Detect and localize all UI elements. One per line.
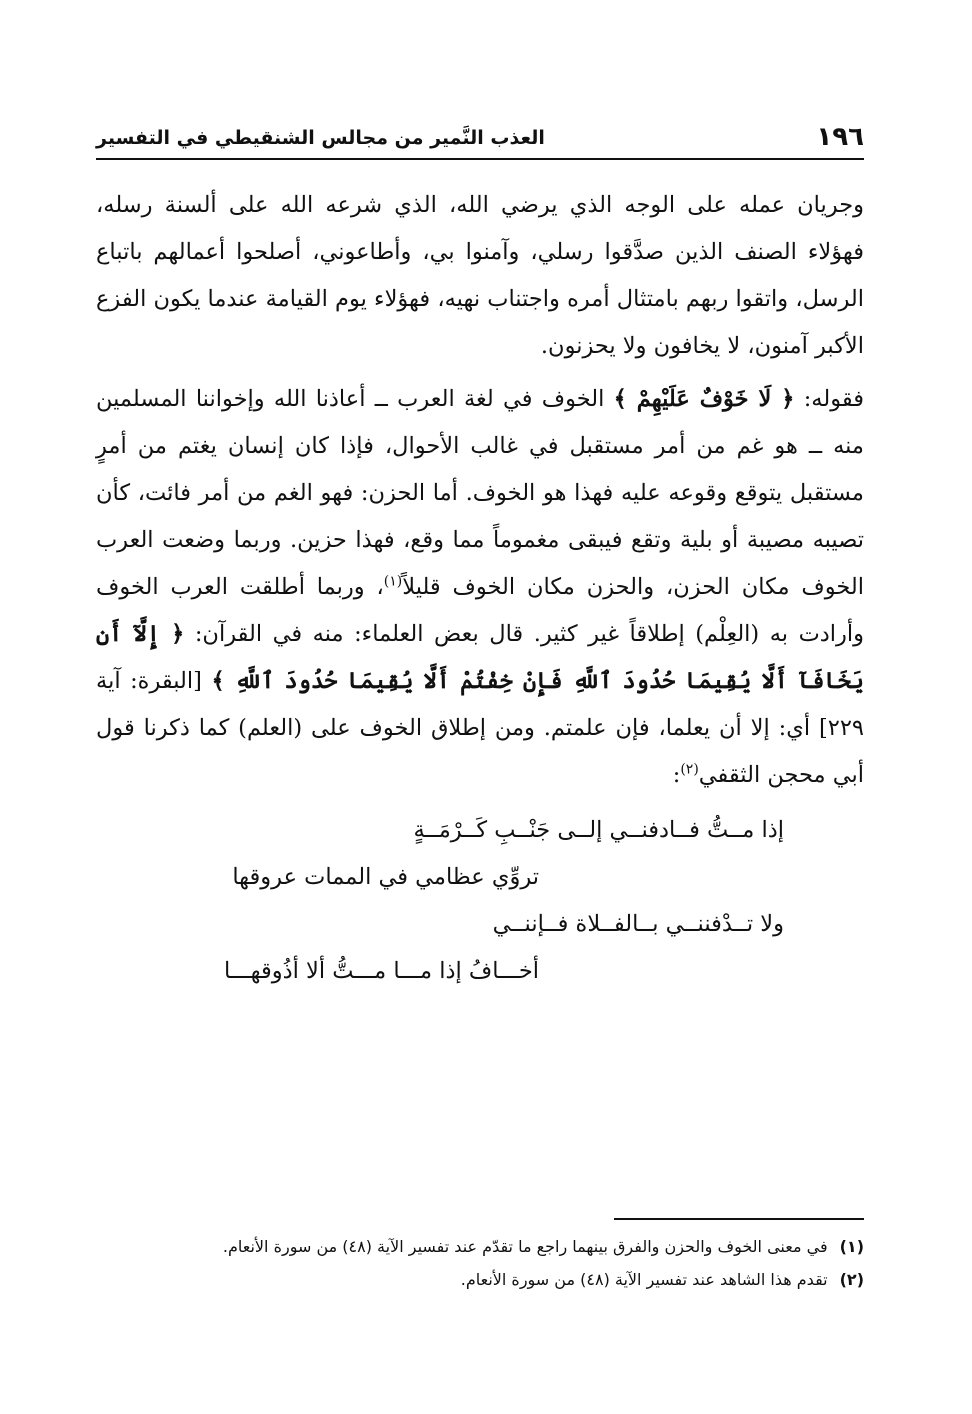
p2-text-3: [البقرة: آية ٢٢٩] أي: إلا أن يعلما، فإن علمتم. ومن إطلاق الخوف على (العلم) كما ذكرنا قول أبي محجن الثقفي xyxy=(96,668,864,788)
footnote-divider xyxy=(614,1218,864,1220)
footnote-1 xyxy=(96,1230,864,1263)
poem xyxy=(96,807,864,995)
footnote-number: (١) xyxy=(839,1237,864,1256)
p2-text-1: الخوف في لغة العرب ــ أعاذنا الله وإخواننا المسلمين منه ــ هو غم من أمر مستقبل في غالب الأحوال، فإذا كان إنسان يغتم من أمرٍ مستقبل يتوقع وقوعه عليه فهذا هو الخوف. أما الحزن: فهو الغم من أمر فائت، كأن تصيبه مصيبة أو بلية وتقع فيبقى مغموماً مما وقع، فهذا حزين. وربما وضعت العرب الخوف مكان الحزن، والحزن مكان الخوف قليلاً xyxy=(96,386,864,600)
poem-line-1: إذا مــتُّ فــادفنــي إلــى جَنْــبِ كَــرْمَــةٍ xyxy=(413,817,784,843)
poem-line-3: ولا تــدْفننــي بــالفــلاة فــإننــي xyxy=(492,911,784,937)
quran-verse-1: ﴿ لَا خَوْفٌ عَلَيْهِمْ ﴾ xyxy=(613,386,795,412)
footnote-text: تقدم هذا الشاهد عند تفسير الآية (٤٨) من سورة الأنعام. xyxy=(460,1270,828,1289)
footnote-ref-1: (١) xyxy=(383,573,403,590)
book-page xyxy=(96,118,865,1289)
page-header xyxy=(96,118,864,160)
running-title: العذب النَّمير من مجالس الشنقيطي في التفسير xyxy=(96,127,545,149)
p2-intro: فقوله: xyxy=(794,386,864,412)
footnote-2 xyxy=(96,1263,864,1296)
poem-line-4: أخـــافُ إذا مـــا مـــتُّ ألا أذُوقهـــا xyxy=(224,958,539,984)
p2-text-2: ، وربما أطلقت العرب الخوف وأرادت به (العِلْم) إطلاقاً غير كثير. قال بعض العلماء: منه في القرآن: xyxy=(96,574,865,647)
page-number: ١٩٦ xyxy=(816,122,864,152)
p2-text-4: : xyxy=(672,762,681,788)
footnote-number: (٢) xyxy=(839,1270,864,1289)
paragraph-2 xyxy=(96,376,864,799)
footnote-text: في معنى الخوف والحزن والفرق بينهما راجع ما تقدّم عند تفسير الآية (٤٨) من سورة الأنعام. xyxy=(222,1237,828,1256)
footnote-ref-2: (٢) xyxy=(680,761,699,778)
paragraph-1: وجريان عمله على الوجه الذي يرضي الله، الذي شرعه الله على ألسنة رسله، فهؤلاء الصنف الذين صدَّقوا رسلي، وآمنوا بي، وأطاعوني، أصلحوا أعمالهم باتباع الرسل، واتقوا ربهم بامتثال أمره واجتناب نهيه، فهؤلاء يوم القيامة عندما يكون الفزع الأكبر آمنون، لا يخافون ولا يحزنون. xyxy=(96,192,864,359)
poem-line-2: تروِّي عظامي في الممات عروقها xyxy=(232,864,539,890)
main-text xyxy=(96,182,864,799)
quran-verse-2: ﴿ إِلَّآ أَن يَخَافَآ أَلَّا يُقِيمَا حُدُودَ ٱللَّهِ فَإِنْ خِفْتُمْ أَلَّا يُقِيمَا حُدُودَ ٱللَّهِ ﴾ xyxy=(96,621,864,694)
footnotes xyxy=(96,1230,864,1296)
